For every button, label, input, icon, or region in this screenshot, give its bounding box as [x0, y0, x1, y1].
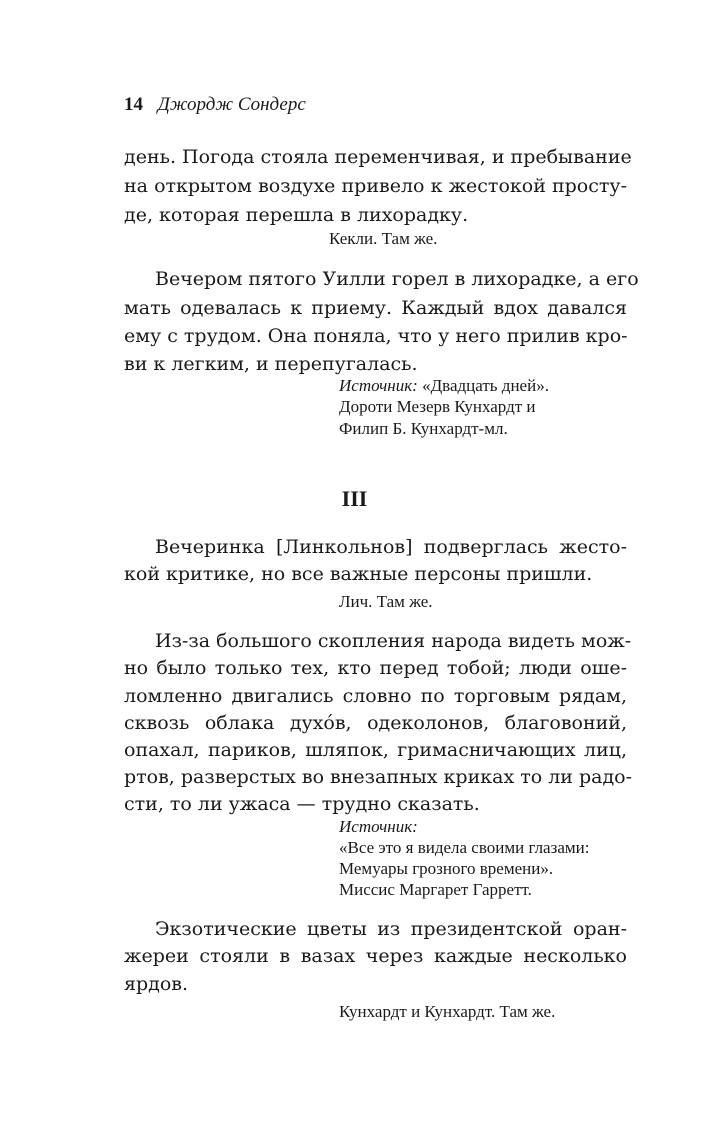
body-text-line: Из-за большого скопления народа видеть мож- [155, 630, 632, 652]
body-text-line: де, которая перешла в лихорадку. [124, 204, 469, 226]
source-label: Источник: [339, 376, 418, 395]
body-text-line: ртов, разверстых во внезапных криках то ли радо- [124, 766, 633, 788]
citation-line: «Двадцать дней». [422, 376, 549, 395]
body-text-line: ломленно двигались словно по торговым рядам, [124, 685, 627, 707]
body-text-line: кой критике, но все важные персоны пришли. [124, 563, 593, 585]
body-text-line: жереи стояли в вазах через каждые несколько [124, 945, 627, 967]
section-heading: III [341, 486, 368, 511]
body-text-line: мать одевалась к приему. Каждый вдох давался [124, 297, 627, 319]
citation-source [339, 376, 549, 396]
body-text-line: Вечером пятого Уилли горел в лихорадке, а его [155, 268, 639, 290]
citation-source: Дороти Мезерв Кунхардт и [339, 397, 536, 416]
body-text-line: ви к легким, и перепугалась. [124, 353, 418, 375]
body-text-line: Вечеринка [Линкольнов] подверглась жесто- [155, 536, 627, 558]
body-text-line: ему с трудом. Она поняла, что у него прилив кро- [124, 325, 628, 347]
body-text-line: сквозь облака духóв, одеколонов, благовоний, [124, 712, 627, 734]
running-title-author: Джордж Сондерс [157, 94, 306, 115]
citation-source: Мемуары грозного времени». [339, 859, 554, 878]
page-number: 14 [124, 94, 143, 115]
citation-source: Кекли. Там же. [329, 229, 438, 248]
source-label-text: Источник: [339, 817, 418, 836]
citation-source: «Все это я видела своими глазами: [339, 838, 590, 857]
body-text-line: но было только тех, кто перед тобой; люди оше- [124, 657, 627, 679]
body-text-line: Экзотические цветы из президентской оран- [155, 918, 627, 940]
citation-source: Миссис Маргарет Гарретт. [339, 880, 532, 899]
body-text-line: ярдов. [124, 973, 189, 995]
citation-source: Лич. Там же. [339, 592, 433, 611]
body-text-line: опахал, париков, шляпок, гримасничающих лиц, [124, 739, 627, 761]
citation-source: Филип Б. Кунхардт-мл. [339, 419, 508, 438]
body-text-line: день. Погода стояла переменчивая, и пребывание [124, 146, 632, 168]
source-label [339, 817, 418, 837]
body-text-line: сти, то ли ужаса — трудно сказать. [124, 793, 480, 815]
running-header [124, 94, 306, 116]
citation-source: Кунхардт и Кунхардт. Там же. [339, 1002, 556, 1021]
body-text-line: на открытом воздухе привело к жестокой просту- [124, 175, 627, 197]
